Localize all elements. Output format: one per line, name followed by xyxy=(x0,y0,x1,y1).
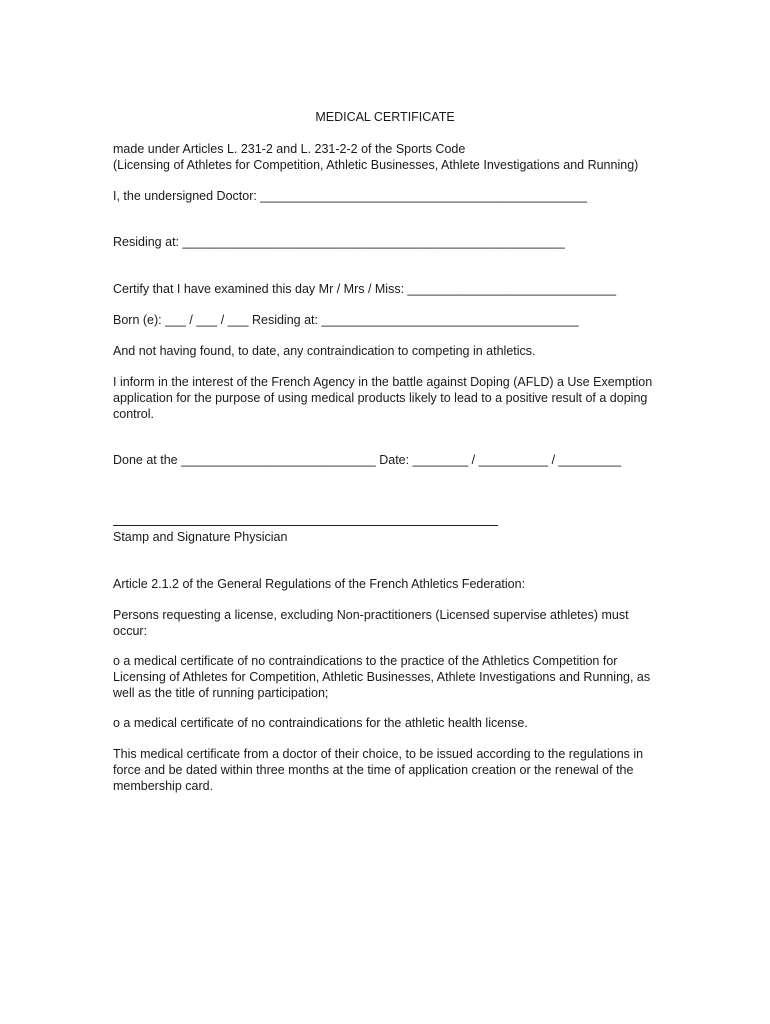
option-one-line: Licensing of Athletes for Competition, Athletic Businesses, Athlete Investigations and Running, as xyxy=(113,670,651,684)
option-one-line: well as the title of running participation; xyxy=(113,686,329,700)
option-one-line: o a medical certificate of no contraindications to the practice of the Athletics Competition for xyxy=(113,654,618,668)
persons-paragraph xyxy=(113,607,661,639)
done-date-field-line: Done at the ____________________________ Date: ________ / __________ / _________ xyxy=(113,453,622,467)
afld-line: application for the purpose of using medical products likely to lead to a positive result of a doping xyxy=(113,391,648,405)
afld-paragraph xyxy=(113,374,661,422)
afld-line: I inform in the interest of the French Agency in the battle against Doping (AFLD) a Use Exemption xyxy=(113,375,653,389)
option-one-paragraph xyxy=(113,653,661,701)
residing-field-line: Residing at: _______________________________________________________ xyxy=(113,235,565,249)
persons-line: Persons requesting a license, excluding Non-practitioners (Licensed supervise athletes) must xyxy=(113,608,629,622)
certify-field-line: Certify that I have examined this day Mr / Mrs / Miss: ______________________________ xyxy=(113,282,617,296)
article-heading: Article 2.1.2 of the General Regulations of the French Athletics Federation: xyxy=(113,577,526,591)
doctor-field-line: I, the undersigned Doctor: _______________________________________________ xyxy=(113,189,588,203)
closing-line: This medical certificate from a doctor of their choice, to be issued according to the regulations in xyxy=(113,747,644,761)
persons-line: occur: xyxy=(113,624,148,638)
closing-paragraph xyxy=(113,746,661,794)
signature-line xyxy=(113,525,498,526)
subtitle-articles: made under Articles L. 231-2 and L. 231-2-2 of the Sports Code xyxy=(113,142,466,156)
contraindication-statement: And not having found, to date, any contraindication to competing in athletics. xyxy=(113,344,536,358)
closing-line: membership card. xyxy=(113,779,214,793)
closing-line: force and be dated within three months at the time of application creation or the renewal of the xyxy=(113,763,634,777)
subtitle-licensing: (Licensing of Athletes for Competition, Athletic Businesses, Athlete Investigations and Running) xyxy=(113,158,639,172)
option-two-line: o a medical certificate of no contraindications for the athletic health license. xyxy=(113,716,528,730)
stamp-signature-label: Stamp and Signature Physician xyxy=(113,530,288,544)
born-field-line: Born (e): ___ / ___ / ___ Residing at: _____________________________________ xyxy=(113,313,579,327)
afld-line: control. xyxy=(113,407,154,421)
document-title: MEDICAL CERTIFICATE xyxy=(315,110,455,124)
